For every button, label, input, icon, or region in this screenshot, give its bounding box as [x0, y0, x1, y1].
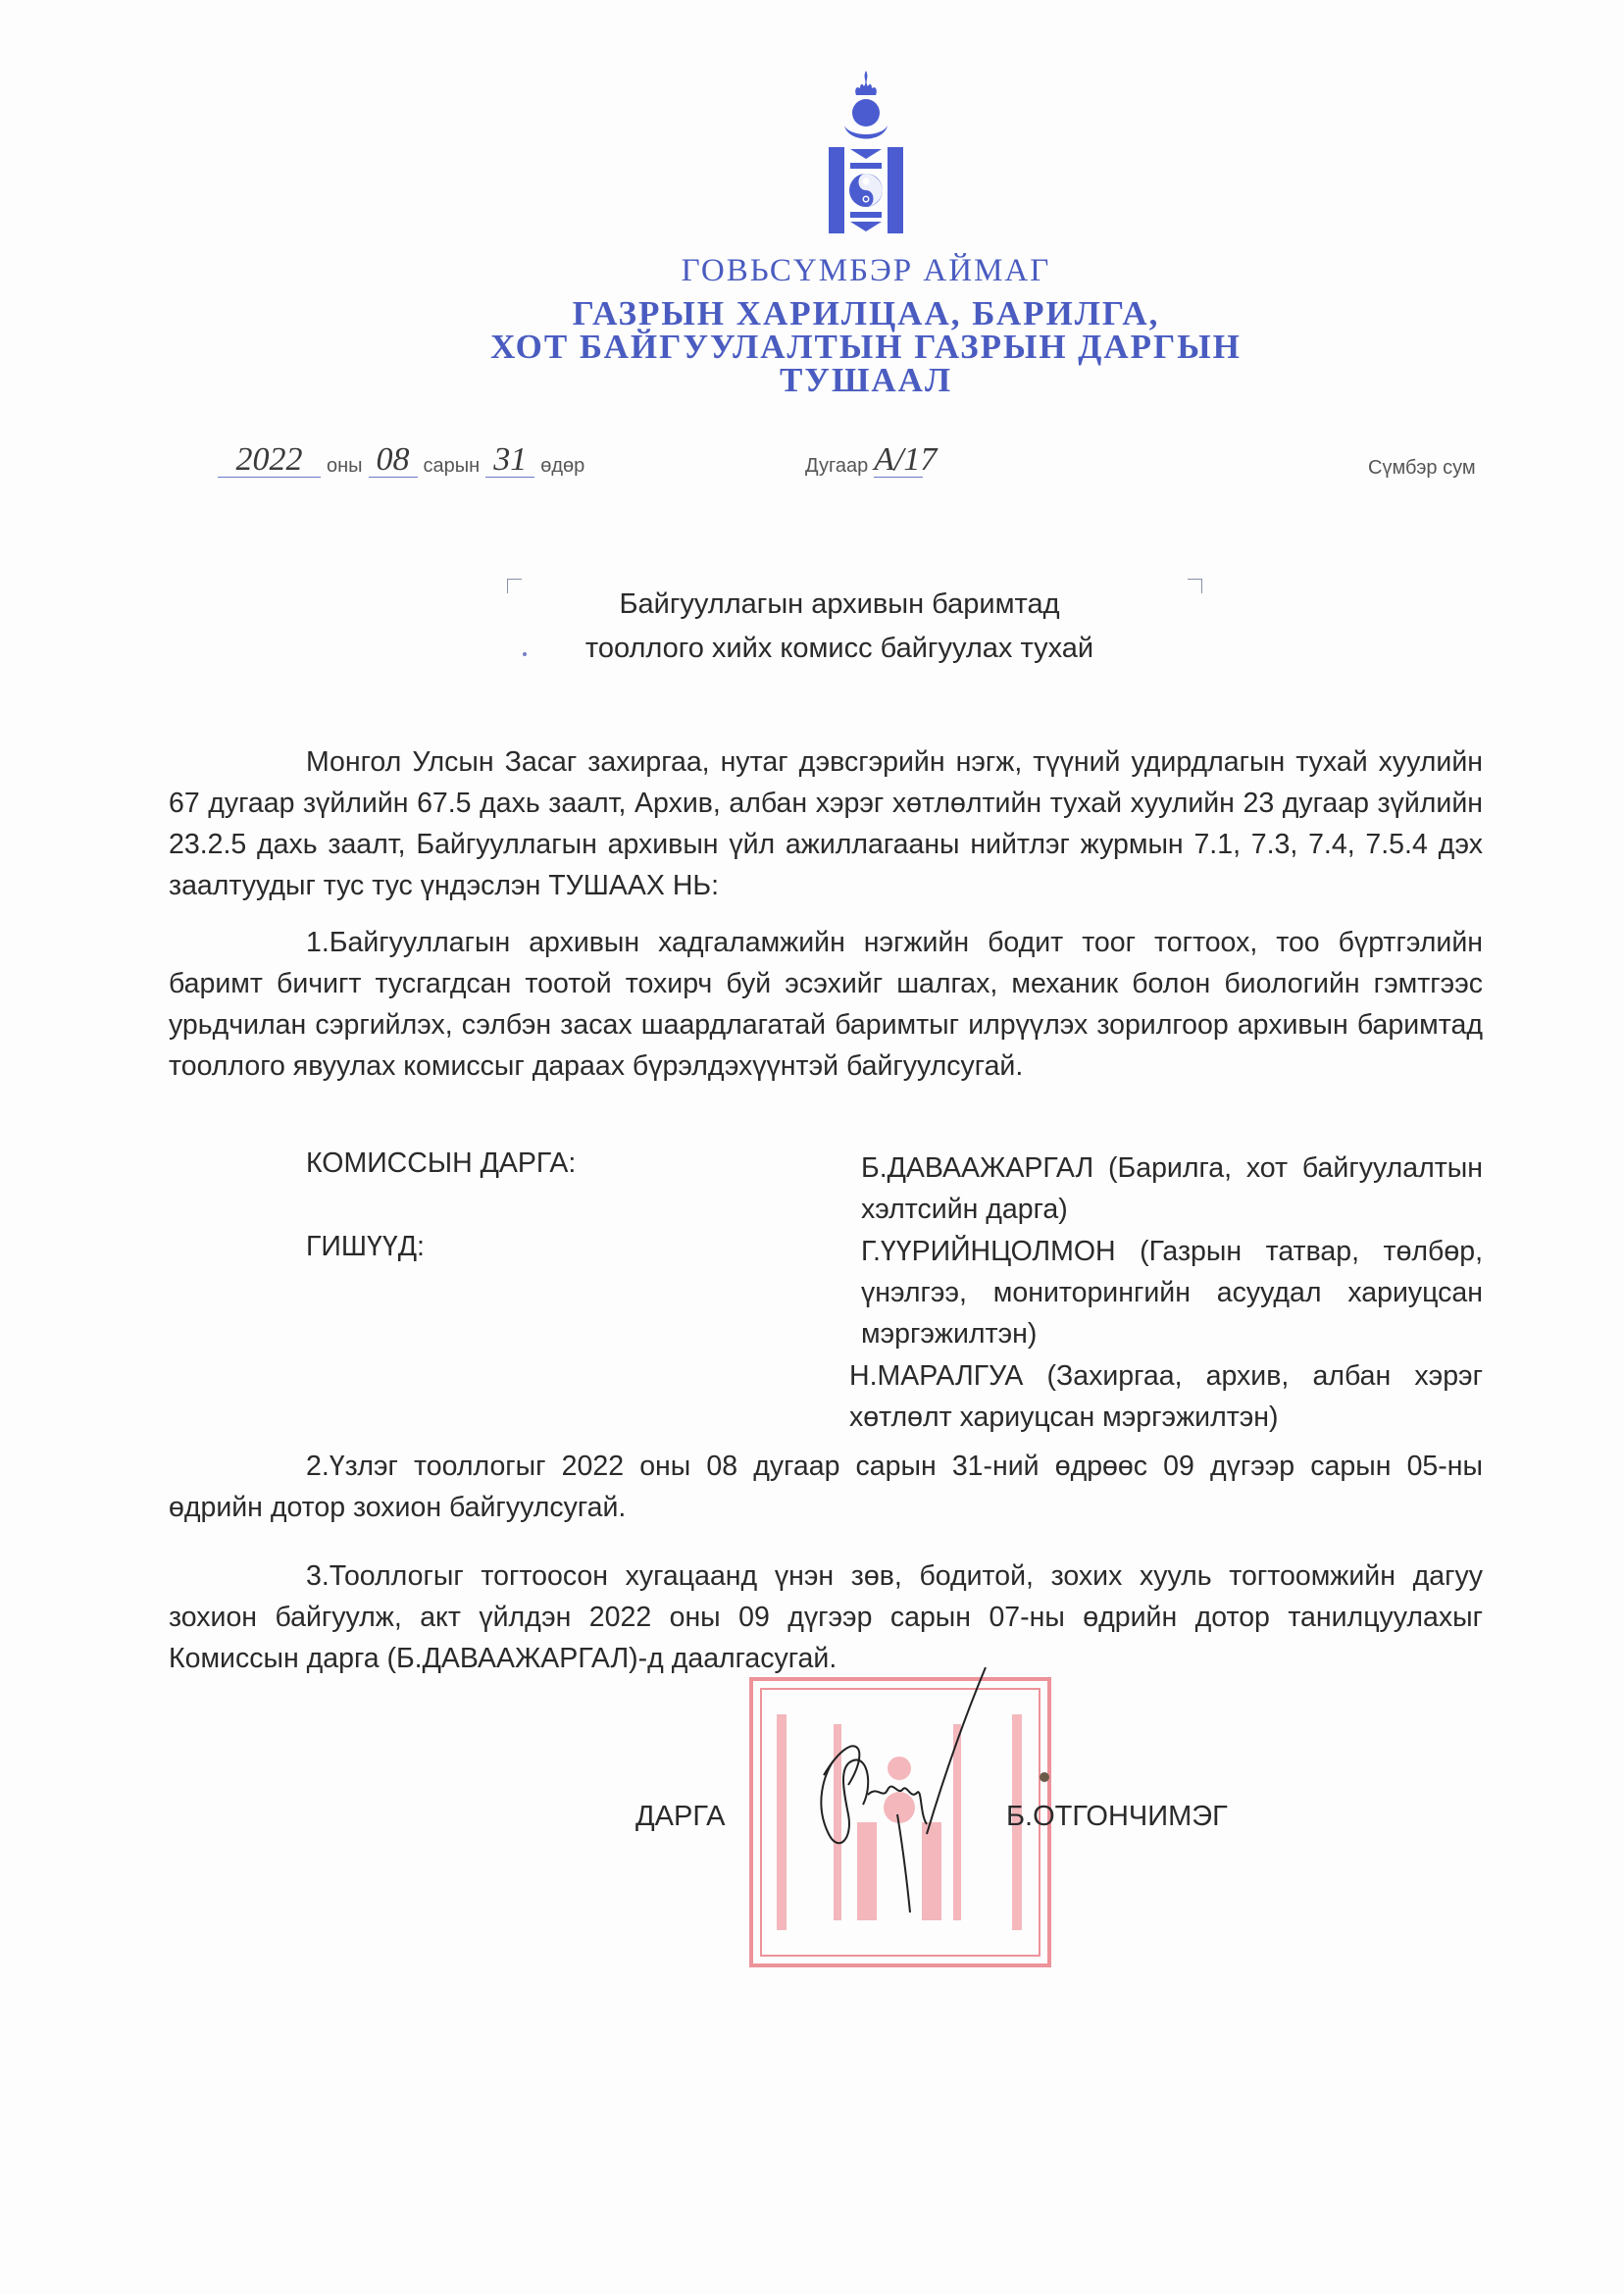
place-name: Сүмбэр сум: [1368, 457, 1476, 479]
date-row: [218, 443, 590, 478]
month-label: сарын: [423, 455, 481, 477]
document-type: ТУШААЛ: [779, 361, 953, 399]
year-label: оны: [327, 455, 363, 477]
margin-dot: [523, 652, 527, 656]
commission-chair-label: КОМИССЫН ДАРГА:: [306, 1147, 577, 1179]
commission-member: Н.МАРАЛГУА (Захиргаа, архив, албан хэрэг хөтлөлт хариуцсан мэргэжилтэн): [849, 1360, 1483, 1433]
item-2-paragraph: [169, 1446, 1483, 1528]
commission-members-label: ГИШҮҮД:: [306, 1231, 425, 1262]
day-handwritten: 31: [485, 443, 534, 478]
aimag-name: ГОВЬСҮМБЭР АЙМАГ: [681, 253, 1051, 288]
department-name-line1: ГАЗРЫН ХАРИЛЦАА, БАРИЛГА,: [572, 294, 1160, 332]
number-label: Дугаар: [805, 455, 869, 477]
item-1-text: 1.Байгууллагын архивын хадгаламжийн нэгжийн бодит тоог тогтоох, тоо бүртгэлийн баримт бичигт тусгагдсан тоотой тохирч буй эсэхийг шалгах, механик болон биологийн гэмтгээс урьдчилан сэргийлэх, сэлбэн засах шаардлагатай баримтыг илрүүлэх зорилгоор архивын баримтад тооллого явуулах комиссыг дараах бүрэлдэхүүнтэй байгуулсугай.: [169, 927, 1483, 1082]
item-2-text: 2.Үзлэг тооллогыг 2022 оны 08 дугаар сарын 31-ний өдрөөс 09 дүгээр сарын 05-ны өдрийн дотор зохион байгуулсугай.: [169, 1451, 1483, 1523]
subject-line1: Байгууллагын архивын баримтад: [619, 588, 1060, 620]
intro-text: Монгол Улсын Засаг захиргаа, нутаг дэвсгэрийн нэгж, түүний удирдлагын тухай хуулийн 67 дугаар зүйлийн 67.5 дахь заалт, Архив, албан хэрэг хөтлөлтийн тухай хуулийн 23 дугаар зүйлийн 23.2.5 дахь заалт, Байгууллагын архивын үйл ажиллагааны нийтлэг журмын 7.1, 7.3, 7.4, 7.5.4 дэх заалтуудыг тус тус үндэслэн ТУШААХ НЬ:: [169, 746, 1483, 901]
number-handwritten: А/17: [874, 441, 938, 478]
month-handwritten: 08: [369, 443, 418, 478]
signatory-name: Б.ОТГОНЧИМЭГ: [1006, 1801, 1228, 1832]
commission-member: Г.ҮҮРИЙНЦОЛМОН (Газрын татвар, төлбөр, үнэлгээ, мониторингийн асуудал хариуцсан мэргэжилтэн): [861, 1236, 1483, 1350]
day-label: өдөр: [540, 455, 585, 477]
intro-paragraph: [169, 741, 1483, 906]
soyombo-emblem-icon: [817, 69, 915, 235]
item-3-text: 3.Тооллогыг тогтоосон хугацаанд үнэн зөв, бодитой, зохих хууль тогтоомжийн дагуу зохион байгуулж, акт үйлдэн 2022 оны 09 дүгээр сарын 07-ны өдрийн дотор танилцуулахыг Комиссын дарга (Б.ДАВААЖАРГАЛ)-д даалгасугай.: [169, 1560, 1483, 1674]
item-3-paragraph: [169, 1555, 1483, 1679]
signatory-title: ДАРГА: [635, 1801, 726, 1832]
number-row: [799, 441, 938, 478]
subject-line2: тооллого хийх комисс байгуулах тухай: [584, 633, 1094, 664]
department-name-line2: ХОТ БАЙГУУЛАЛТЫН ГАЗРЫН ДАРГЫН: [490, 328, 1242, 366]
signature-icon: [794, 1667, 1069, 1922]
commission-chair: Б.ДАВААЖАРГАЛ (Барилга, хот байгуулалтын хэлтсийн дарга): [861, 1152, 1483, 1225]
year-handwritten: 2022: [218, 443, 321, 478]
item-1-paragraph: [169, 922, 1483, 1087]
